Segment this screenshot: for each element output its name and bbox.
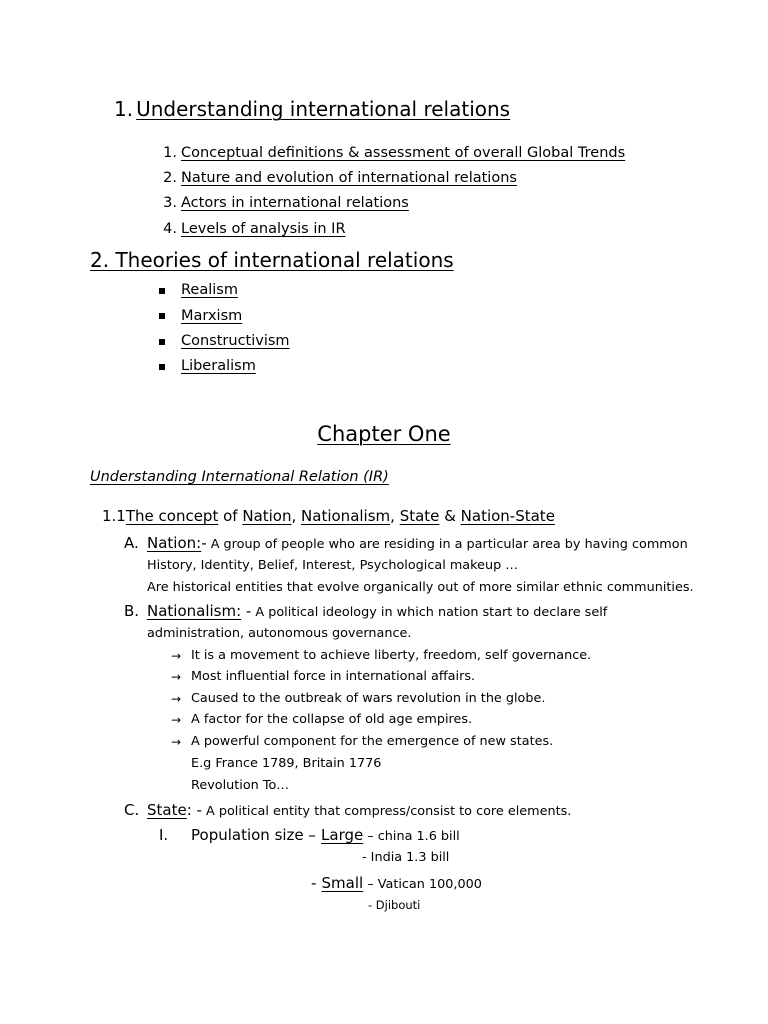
section-state: State [399, 507, 440, 525]
nationalism-letter: B. [124, 602, 140, 620]
state-term: State [147, 801, 187, 819]
toc-item-text: Conceptual definitions & assessment of overall Global Trends [181, 145, 626, 161]
nation-term: Nation: [147, 534, 202, 552]
population-india: - India 1.3 bill [362, 850, 450, 865]
nationalism-revolution: Revolution To… [191, 778, 290, 793]
nationalism-dash: - [241, 602, 252, 620]
nationalism-definition [147, 601, 607, 620]
population-large-china: – china 1.6 bill [363, 829, 460, 844]
state-def: A political entity that compress/consist to core elements. [201, 804, 572, 819]
state-colon: : - [186, 801, 202, 819]
section-text: & [439, 507, 461, 525]
nationalism-def-1: A political ideology in which nation start to declare self [251, 605, 608, 620]
toc-item-text: Nature and evolution of international relations [181, 170, 517, 186]
nationalism-bullet-5: A powerful component for the emergence of new states. [191, 734, 554, 749]
toc-item-number: 1. [163, 145, 177, 161]
nation-letter: A. [124, 534, 139, 552]
nation-definition [147, 533, 688, 552]
toc-item-number: 2. [163, 170, 177, 186]
right-arrow-icon: → [171, 713, 182, 727]
nation-def-1: A group of people who are residing in a particular area by having common [206, 537, 688, 552]
nationalism-bullet-2: Most influential force in international affairs. [191, 669, 476, 684]
right-arrow-icon: → [171, 649, 182, 663]
nationalism-term: Nationalism: [147, 602, 242, 620]
toc-item-text: Actors in international relations [181, 195, 409, 211]
chapter-title: Chapter One [317, 422, 451, 446]
section-nation: Nation [242, 507, 292, 525]
toc-heading-1-title: Understanding international relations [136, 97, 511, 121]
toc-heading-2: 2. Theories of international relations [90, 248, 454, 272]
toc-heading-1-number: 1. [114, 97, 134, 121]
toc-item-number: 4. [163, 221, 177, 237]
nationalism-bullet-4: A factor for the collapse of old age empires. [191, 712, 473, 727]
toc-heading-1 [114, 97, 510, 121]
right-arrow-icon: → [171, 735, 182, 749]
section-number: 1.1 [102, 507, 126, 525]
theory-marxism: Marxism [181, 308, 243, 324]
section-text: , [291, 507, 302, 525]
nationalism-bullet-3: Caused to the outbreak of wars revolution in the globe. [191, 691, 546, 706]
population-roman: I. [159, 826, 169, 844]
section-text: , [390, 507, 400, 525]
nationalism-example: E.g France 1789, Britain 1776 [191, 756, 382, 771]
section-nation-state: Nation-State [460, 507, 555, 525]
section-text: of [218, 507, 243, 525]
right-arrow-icon: → [171, 670, 182, 684]
population-small-dash: - [311, 874, 317, 892]
square-bullet-icon [159, 313, 165, 319]
state-letter: C. [124, 801, 140, 819]
section-concept: The concept [125, 507, 219, 525]
square-bullet-icon [159, 364, 165, 370]
toc-item-text: Levels of analysis in IR [181, 221, 346, 237]
nation-dash: - [201, 534, 207, 552]
theory-realism: Realism [181, 282, 238, 298]
nationalism-bullet-1: It is a movement to achieve liberty, freedom, self governance. [191, 648, 592, 663]
nation-def-3: Are historical entities that evolve organically out of more similar ethnic communities. [147, 580, 694, 595]
population-small-vatican: – Vatican 100,000 [363, 877, 482, 892]
population-small: Small [321, 874, 364, 892]
nation-def-2: History, Identity, Belief, Interest, Psychological makeup … [147, 558, 519, 573]
chapter-subtitle: Understanding International Relation (IR) [90, 469, 389, 485]
section-nationalism: Nationalism [301, 507, 391, 525]
population-djibouti: - Djibouti [368, 898, 421, 912]
population-small-line [311, 873, 482, 892]
right-arrow-icon: → [171, 692, 182, 706]
theory-liberalism: Liberalism [181, 358, 256, 374]
toc-item-4 [163, 221, 346, 237]
toc-item-number: 3. [163, 195, 177, 211]
population-label: Population size – [191, 826, 316, 844]
population-large: Large [321, 826, 364, 844]
population-size-line [191, 825, 460, 844]
square-bullet-icon [159, 288, 165, 294]
toc-item-1 [163, 145, 626, 161]
theory-constructivism: Constructivism [181, 333, 290, 349]
state-definition [147, 800, 571, 819]
square-bullet-icon [159, 339, 165, 345]
toc-item-3 [163, 195, 409, 211]
nationalism-def-2: administration, autonomous governance. [147, 626, 412, 641]
section-heading [102, 507, 555, 525]
toc-item-2 [163, 170, 517, 186]
